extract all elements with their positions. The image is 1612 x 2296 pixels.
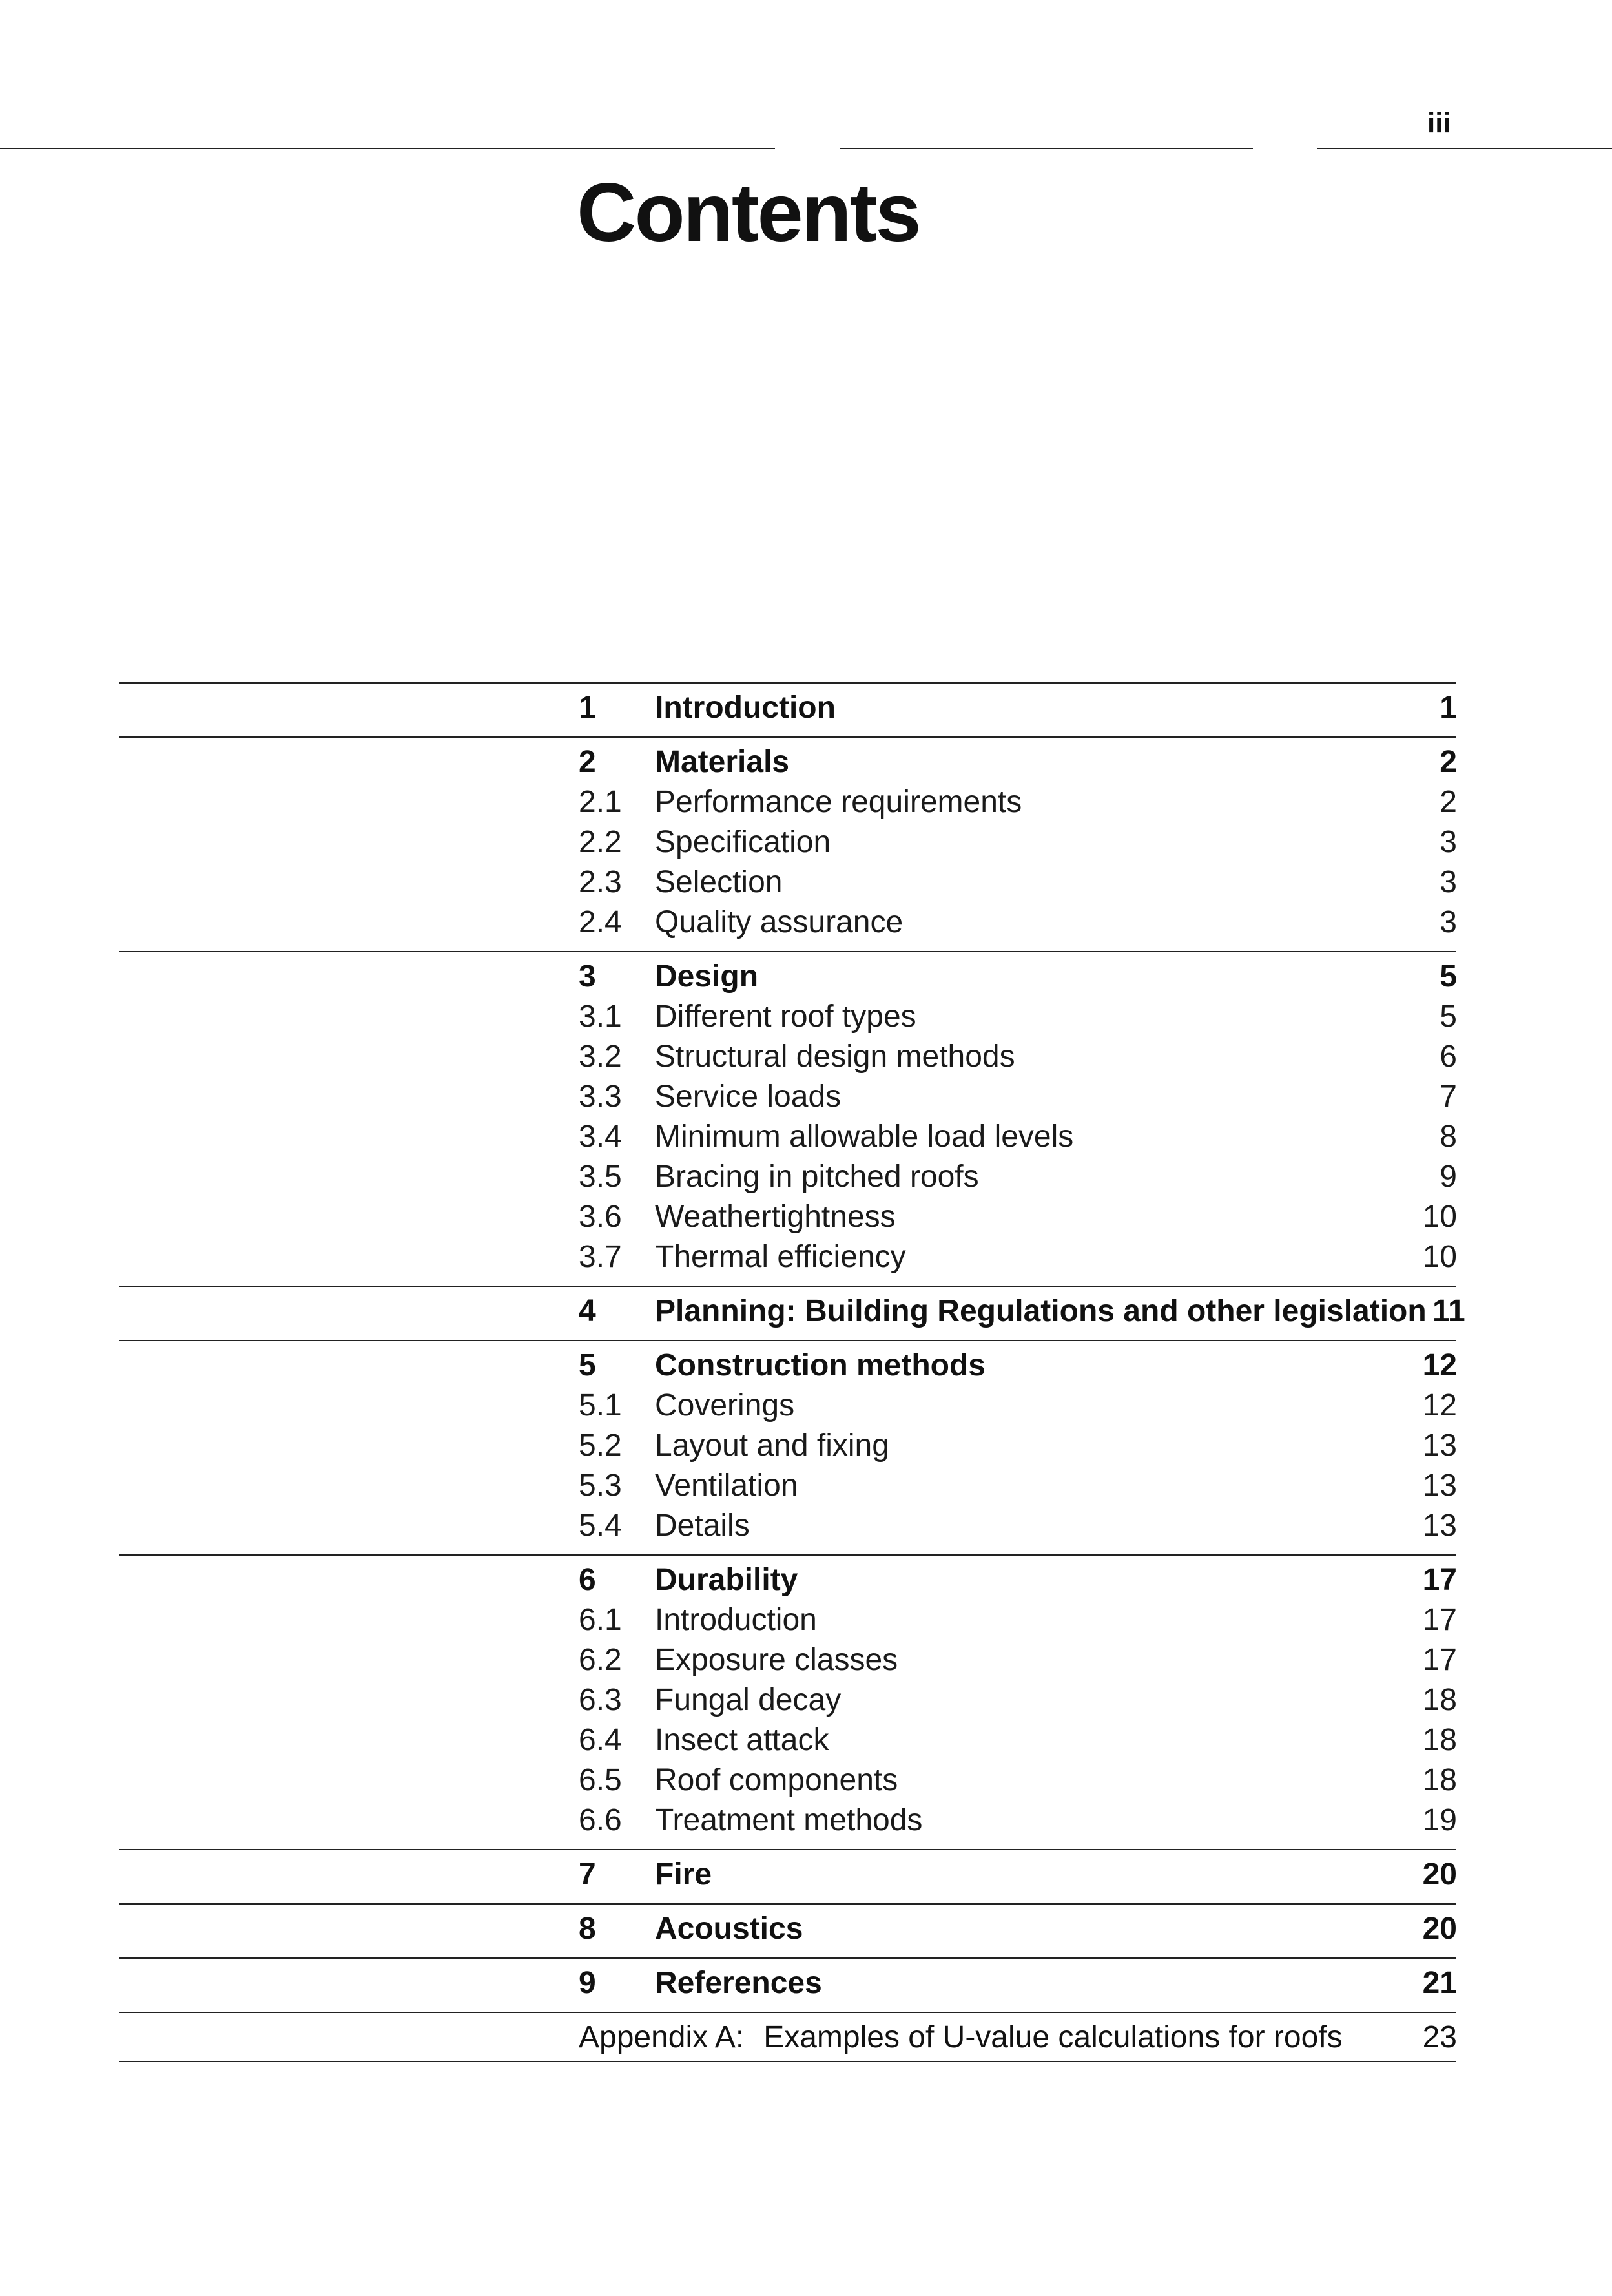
chapter-divider [119, 1340, 1456, 1341]
toc-entry-number: 2.1 [579, 784, 622, 819]
toc-entry-number: 3.4 [579, 1119, 622, 1154]
chapter-divider [119, 951, 1456, 952]
toc-entry-number: 3.1 [579, 999, 622, 1034]
toc-entry-title: Quality assurance [655, 904, 904, 939]
toc-entry-number: 3.5 [579, 1159, 622, 1194]
toc-section-row[interactable] [579, 1505, 1457, 1545]
toc-entry-number: 2.3 [579, 864, 622, 899]
toc-entry-title: Roof components [655, 1762, 898, 1797]
chapter-divider [119, 1554, 1456, 1556]
toc-entry-number: 6 [579, 1562, 596, 1597]
toc-entry-page: 12 [1422, 1348, 1457, 1383]
toc-entry-page: 3 [1440, 824, 1457, 859]
toc-entry-number: 4 [579, 1293, 596, 1328]
toc-entry-title: Examples of U-value calculations for roofs [763, 2019, 1343, 2054]
toc-entry-number: 5.3 [579, 1468, 622, 1503]
toc-entry-title: Minimum allowable load levels [655, 1119, 1074, 1154]
toc-entry-page: 10 [1422, 1199, 1457, 1234]
toc-entry-page: 1 [1440, 690, 1457, 725]
toc-section-row[interactable] [579, 1600, 1457, 1640]
toc-entry-page: 20 [1422, 1911, 1457, 1946]
toc-entry-title: Thermal efficiency [655, 1239, 906, 1274]
top-rule-left [0, 148, 775, 149]
toc-entry-page: 9 [1440, 1159, 1457, 1194]
toc-section-row[interactable] [579, 1036, 1457, 1076]
toc-entry-number: 2.4 [579, 904, 622, 939]
toc-section-row[interactable] [579, 1680, 1457, 1720]
toc-entry-number: 6.6 [579, 1802, 622, 1837]
toc-entry-title: Acoustics [655, 1911, 803, 1946]
toc-entry-page: 13 [1422, 1508, 1457, 1543]
toc-entry-number: 8 [579, 1911, 596, 1946]
toc-entry-number: 6.4 [579, 1722, 622, 1757]
chapter-divider [119, 1286, 1456, 1287]
toc-entry-page: 18 [1422, 1762, 1457, 1797]
toc-entry-title: Construction methods [655, 1348, 986, 1383]
toc-entry-page: 17 [1422, 1642, 1457, 1677]
toc-entry-page: 3 [1440, 904, 1457, 939]
toc-entry-page: 6 [1440, 1039, 1457, 1074]
toc-entry-number: 5 [579, 1348, 596, 1383]
toc-entry-number: 1 [579, 690, 596, 725]
toc-entry-number: 3 [579, 959, 596, 994]
toc-section-row[interactable] [579, 1425, 1457, 1465]
toc-entry-title: Introduction [655, 1602, 817, 1637]
toc-chapter-row[interactable] [579, 1908, 1457, 1948]
toc-section-row[interactable] [579, 1196, 1457, 1237]
toc-section-row[interactable] [579, 862, 1457, 902]
toc-chapter-row[interactable] [579, 1345, 1457, 1385]
toc-section-row[interactable] [579, 996, 1457, 1036]
toc-entry-page: 23 [1422, 2019, 1457, 2054]
toc-entry-page: 19 [1422, 1802, 1457, 1837]
toc-entry-title: Insect attack [655, 1722, 829, 1757]
toc-entry-number: 6.3 [579, 1682, 622, 1717]
toc-entry-page: 17 [1422, 1602, 1457, 1637]
page-number: iii [1427, 107, 1451, 139]
toc-entry-title: Bracing in pitched roofs [655, 1159, 979, 1194]
toc-entry-title: Fungal decay [655, 1682, 842, 1717]
toc-entry-page: 10 [1422, 1239, 1457, 1274]
top-rule-right [1318, 148, 1612, 149]
toc-entry-number: 3.2 [579, 1039, 622, 1074]
toc-entry-title: Materials [655, 744, 790, 779]
toc-appendix-row[interactable] [579, 2017, 1457, 2057]
toc-entry-number: Appendix A: [579, 2019, 745, 2054]
toc-entry-page: 13 [1422, 1428, 1457, 1463]
toc-section-row[interactable] [579, 902, 1457, 942]
toc-entry-number: 3.6 [579, 1199, 622, 1234]
toc-entry-number: 7 [579, 1857, 596, 1892]
toc-entry-page: 2 [1440, 784, 1457, 819]
toc-entry-number: 3.3 [579, 1079, 622, 1114]
toc-entry-page: 5 [1440, 999, 1457, 1034]
chapter-divider [119, 1903, 1456, 1905]
toc-entry-page: 20 [1422, 1857, 1457, 1892]
toc-entry-number: 6.5 [579, 1762, 622, 1797]
toc-chapter-row[interactable] [579, 1291, 1465, 1331]
toc-chapter-row[interactable] [579, 687, 1457, 727]
chapter-divider [119, 736, 1456, 738]
chapter-divider [119, 1849, 1456, 1850]
toc-entry-title: Durability [655, 1562, 798, 1597]
toc-section-row[interactable] [579, 1076, 1457, 1116]
toc-entry-title: Exposure classes [655, 1642, 898, 1677]
toc-entry-title: Selection [655, 864, 783, 899]
toc-entry-number: 6.2 [579, 1642, 622, 1677]
toc-entry-title: Layout and fixing [655, 1428, 889, 1463]
toc-entry-page: 17 [1422, 1562, 1457, 1597]
toc-section-row[interactable] [579, 1385, 1457, 1425]
toc-section-row[interactable] [579, 1156, 1457, 1196]
chapter-divider [119, 682, 1456, 684]
page-title: Contents [577, 167, 920, 259]
toc-entry-title: Planning: Building Regulations and other legislation [655, 1293, 1427, 1328]
toc-entry-page: 7 [1440, 1079, 1457, 1114]
toc-entry-number: 2.2 [579, 824, 622, 859]
toc-chapter-row[interactable] [579, 1560, 1457, 1600]
toc-section-row[interactable] [579, 822, 1457, 862]
toc-entry-title: Introduction [655, 690, 836, 725]
toc-chapter-row[interactable] [579, 742, 1457, 782]
toc-section-row[interactable] [579, 1720, 1457, 1760]
toc-chapter-row[interactable] [579, 1854, 1457, 1894]
toc-entry-page: 11 [1432, 1293, 1465, 1328]
toc-chapter-row[interactable] [579, 956, 1457, 996]
toc-entry-title: Performance requirements [655, 784, 1022, 819]
toc-section-row[interactable] [579, 1760, 1457, 1800]
toc-section-row[interactable] [579, 1800, 1457, 1840]
toc-entry-page: 13 [1422, 1468, 1457, 1503]
toc-entry-number: 9 [579, 1965, 596, 2000]
toc-entry-title: Coverings [655, 1388, 795, 1423]
toc-entry-title: Details [655, 1508, 750, 1543]
toc-section-row[interactable] [579, 1116, 1457, 1156]
chapter-divider [119, 2012, 1456, 2013]
toc-section-row[interactable] [579, 1640, 1457, 1680]
toc-entry-page: 8 [1440, 1119, 1457, 1154]
chapter-divider [119, 1957, 1456, 1959]
toc-entry-title: Weathertightness [655, 1199, 896, 1234]
toc-entry-title: Design [655, 959, 759, 994]
toc-chapter-row[interactable] [579, 1963, 1457, 2003]
toc-bottom-rule [119, 2061, 1456, 2062]
toc-entry-number: 2 [579, 744, 596, 779]
toc-entry-page: 18 [1422, 1682, 1457, 1717]
toc-entry-number: 5.4 [579, 1508, 622, 1543]
toc-entry-page: 21 [1422, 1965, 1457, 2000]
toc-entry-title: Specification [655, 824, 831, 859]
toc-entry-number: 5.1 [579, 1388, 622, 1423]
toc-section-row[interactable] [579, 782, 1457, 822]
toc-entry-title: Ventilation [655, 1468, 798, 1503]
toc-entry-title: Different roof types [655, 999, 916, 1034]
toc-section-row[interactable] [579, 1465, 1457, 1505]
toc-entry-page: 12 [1422, 1388, 1457, 1423]
toc-entry-number: 6.1 [579, 1602, 622, 1637]
toc-entry-title: Service loads [655, 1079, 842, 1114]
toc-entry-number: 5.2 [579, 1428, 622, 1463]
toc-entry-title: Fire [655, 1857, 712, 1892]
toc-entry-title: Structural design methods [655, 1039, 1015, 1074]
toc-entry-title: References [655, 1965, 822, 2000]
toc-entry-page: 5 [1440, 959, 1457, 994]
toc-entry-title: Treatment methods [655, 1802, 923, 1837]
top-rule-mid [840, 148, 1253, 149]
toc-entry-number: 3.7 [579, 1239, 622, 1274]
toc-entry-page: 3 [1440, 864, 1457, 899]
toc-entry-page: 18 [1422, 1722, 1457, 1757]
toc-section-row[interactable] [579, 1237, 1457, 1277]
toc-entry-page: 2 [1440, 744, 1457, 779]
